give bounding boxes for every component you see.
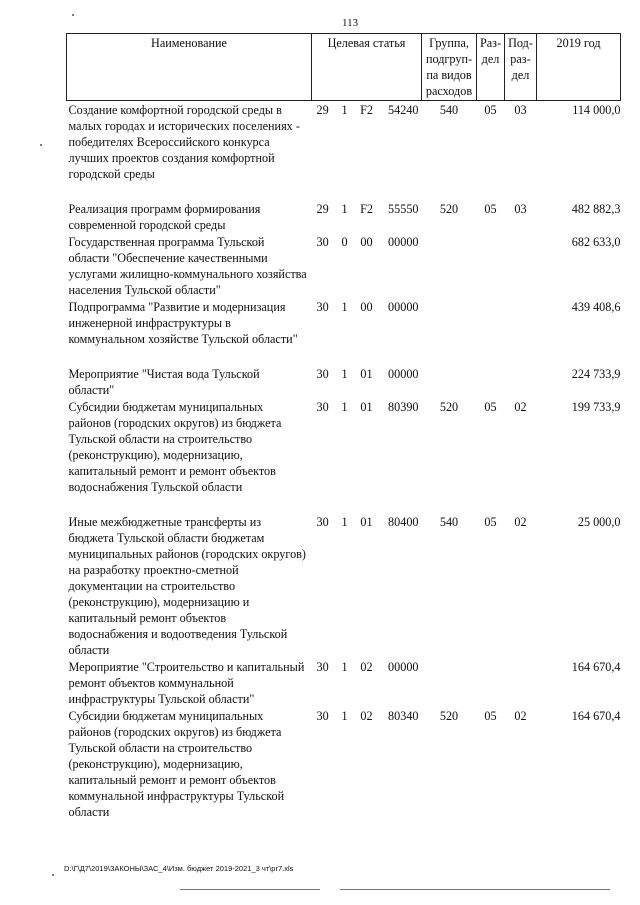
target-code-part: 30 — [316, 515, 329, 529]
row-name: Подпрограмма "Развитие и модернизация инженерной инфраструктуры в коммунальном хозяйстве Тульской области" — [68, 300, 298, 346]
target-code-part: 29 — [316, 202, 329, 216]
row-section — [477, 365, 505, 398]
row-target-code — [312, 298, 422, 365]
target-code-part: 1 — [341, 300, 348, 314]
target-code-part: 00000 — [388, 660, 419, 674]
row-amount: 199 733,9 — [571, 400, 621, 414]
target-code-part: 1 — [341, 660, 348, 674]
footer-file-path: D:\Г\Д7\2019\ЗАКОНЫ\ЗАС_4\Изм. бюджет 2019-2021_3 чт\pr7.xls — [64, 864, 294, 873]
header-amount: 2019 год — [537, 34, 621, 101]
scan-speck — [52, 874, 54, 876]
budget-table — [66, 33, 621, 820]
row-target-code — [312, 233, 422, 298]
row-name: Создание комфортной городской среды в малых городах и исторических поселениях - победителях Всероссийского конкурса лучших проектов создания комфортной городской среды — [68, 103, 300, 181]
target-code-part: F2 — [360, 103, 373, 117]
row-target-code — [312, 707, 422, 820]
row-subsection: 02 — [514, 400, 527, 414]
target-code-part: 80400 — [388, 515, 419, 529]
target-code-part: 80340 — [388, 709, 419, 723]
table-row — [67, 101, 621, 201]
target-code-part: 30 — [316, 709, 329, 723]
scan-speck — [40, 144, 42, 146]
footer-divider — [340, 889, 610, 890]
target-code-part: 1 — [341, 202, 348, 216]
row-amount: 164 670,4 — [571, 660, 621, 674]
target-code-part: 1 — [341, 400, 348, 414]
target-code-part: 30 — [316, 367, 329, 381]
header-target: Целевая статья — [312, 34, 422, 101]
row-name: Субсидии бюджетам муниципальных районов (городских округов) из бюджета Тульской области на строительство (реконструкцию), модернизацию, капитальный ремонт и ремонт объектов водоснабжения Тульской области — [68, 400, 282, 494]
row-section: 05 — [484, 103, 497, 117]
target-code-part: 30 — [316, 235, 329, 249]
table-row — [67, 365, 621, 398]
row-target-code — [312, 365, 422, 398]
target-code-part: 1 — [341, 103, 348, 117]
target-code-part: 02 — [360, 709, 373, 723]
table-row — [67, 707, 621, 820]
row-group — [422, 298, 477, 365]
row-subsection — [505, 233, 537, 298]
row-name: Мероприятие "Чистая вода Тульской области" — [68, 367, 260, 397]
target-code-part: 30 — [316, 660, 329, 674]
row-section: 05 — [484, 709, 497, 723]
row-section: 05 — [484, 202, 497, 216]
table-row — [67, 200, 621, 233]
target-code-part: 00000 — [388, 235, 419, 249]
target-code-part: 0 — [341, 235, 348, 249]
target-code-part: 55550 — [388, 202, 419, 216]
page-number: 113 — [342, 17, 359, 29]
header-section: Раз-дел — [477, 34, 505, 101]
target-code-part: 54240 — [388, 103, 419, 117]
row-target-code — [312, 513, 422, 658]
target-code-part: 30 — [316, 400, 329, 414]
scan-speck — [72, 14, 74, 16]
target-code-part: 00000 — [388, 367, 419, 381]
header-group: Группа, подгруп-па видов расходов — [422, 34, 477, 101]
header-subsection: Под-раз-дел — [505, 34, 537, 101]
row-name: Иные межбюджетные трансферты из бюджета Тульской области бюджетам муниципальных районов (городских округов) на разработку проектно-сметной документации на строительство (реконструкцию), модернизацию и капитальный ремонт объектов водоснабжения и водоотведения Тульской области — [68, 515, 306, 657]
row-section — [477, 658, 505, 707]
target-code-part: 30 — [316, 300, 329, 314]
footer-divider — [180, 889, 320, 890]
row-target-code — [312, 200, 422, 233]
target-code-part: 1 — [341, 515, 348, 529]
target-code-part: 80390 — [388, 400, 419, 414]
table-header-row — [67, 34, 621, 101]
table-row — [67, 658, 621, 707]
row-target-code — [312, 398, 422, 513]
row-name: Реализация программ формирования современной городской среды — [68, 202, 261, 232]
row-amount: 682 633,0 — [571, 235, 621, 249]
row-amount: 164 670,4 — [571, 709, 621, 723]
row-section — [477, 233, 505, 298]
target-code-part: 01 — [360, 367, 373, 381]
target-code-part: 00000 — [388, 300, 419, 314]
row-subsection: 02 — [514, 515, 527, 529]
table-row — [67, 298, 621, 365]
row-group: 540 — [439, 103, 459, 117]
header-name: Наименование — [67, 34, 312, 101]
row-group — [422, 233, 477, 298]
target-code-part: 02 — [360, 660, 373, 674]
table-row — [67, 398, 621, 513]
row-group: 520 — [439, 709, 459, 723]
row-amount: 25 000,0 — [577, 515, 621, 529]
row-section: 05 — [484, 515, 497, 529]
target-code-part: 01 — [360, 400, 373, 414]
row-subsection: 03 — [514, 202, 527, 216]
row-amount: 482 882,3 — [571, 202, 621, 216]
target-code-part: 1 — [341, 709, 348, 723]
row-target-code — [312, 658, 422, 707]
target-code-part: 00 — [360, 235, 373, 249]
target-code-part: 1 — [341, 367, 348, 381]
row-group: 520 — [439, 202, 459, 216]
row-group: 540 — [439, 515, 459, 529]
row-amount: 439 408,6 — [571, 300, 621, 314]
row-group — [422, 365, 477, 398]
row-amount: 114 000,0 — [572, 103, 621, 117]
row-subsection: 03 — [514, 103, 527, 117]
row-name: Государственная программа Тульской области "Обеспечение качественными услугами жилищно-коммунального хозяйства населения Тульской области" — [68, 235, 307, 297]
target-code-part: 00 — [360, 300, 373, 314]
row-section: 05 — [484, 400, 497, 414]
table-row — [67, 233, 621, 298]
table-row — [67, 513, 621, 658]
target-code-part: 01 — [360, 515, 373, 529]
target-code-part: 29 — [316, 103, 329, 117]
row-subsection: 02 — [514, 709, 527, 723]
row-subsection — [505, 298, 537, 365]
row-amount: 224 733,9 — [571, 367, 621, 381]
row-subsection — [505, 658, 537, 707]
row-group: 520 — [439, 400, 459, 414]
target-code-part: F2 — [360, 202, 373, 216]
row-name: Мероприятие "Строительство и капитальный ремонт объектов коммунальной инфраструктуры Тульской области" — [68, 660, 305, 706]
row-target-code — [312, 101, 422, 201]
row-section — [477, 298, 505, 365]
row-subsection — [505, 365, 537, 398]
row-name: Субсидии бюджетам муниципальных районов (городских округов) из бюджета Тульской области на строительство (реконструкцию), модернизацию, капитальный ремонт и ремонт объектов коммунальной инфраструктуры Тульской области — [68, 709, 285, 819]
row-group — [422, 658, 477, 707]
